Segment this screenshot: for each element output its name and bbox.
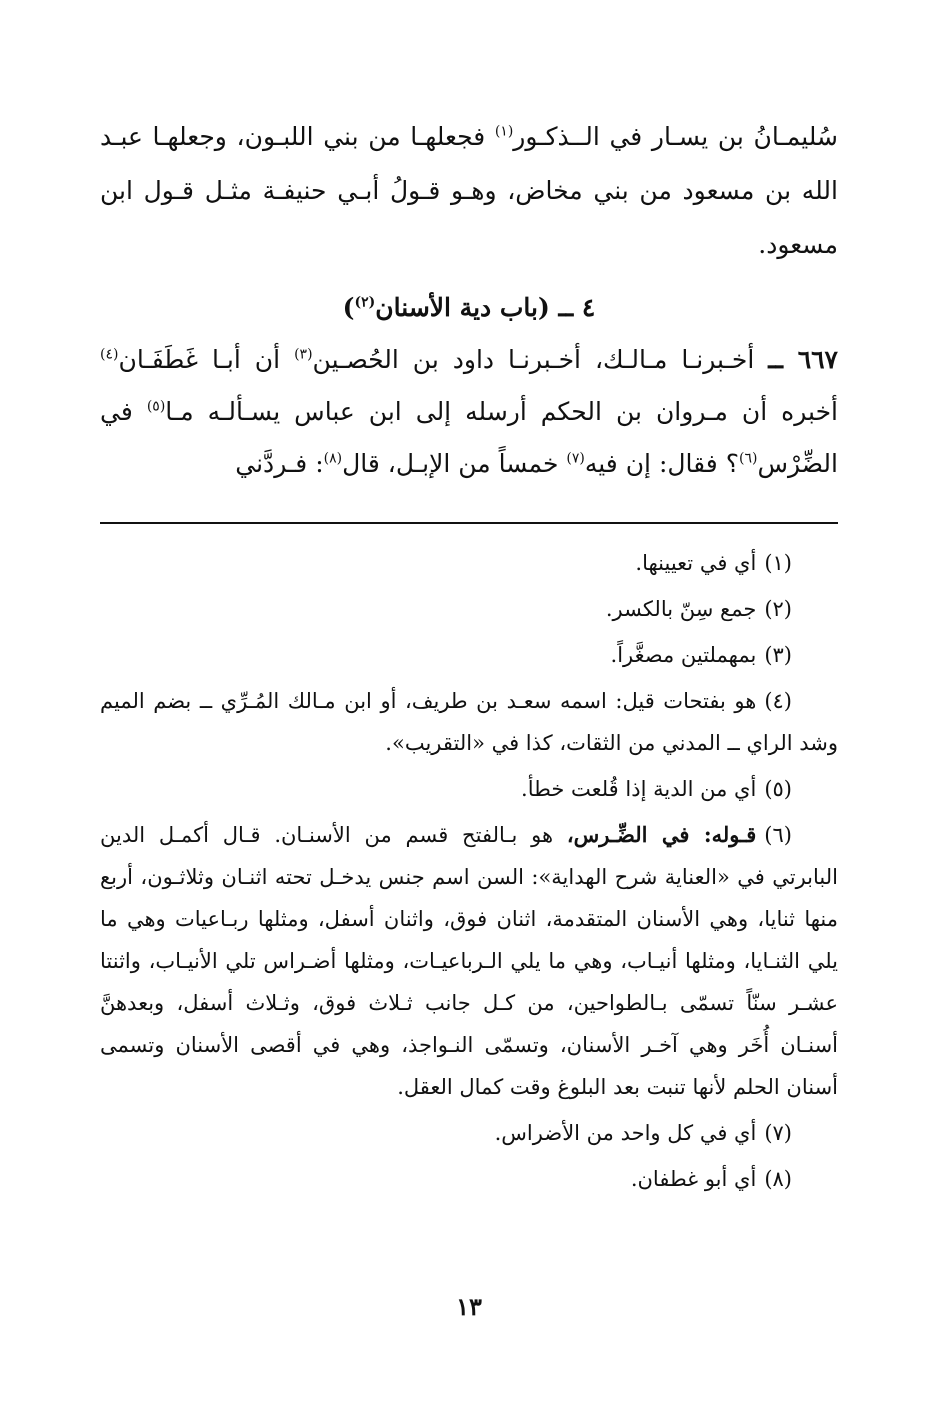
intro-text-2: فجعلهـا من بني اللبـون، وجعلهـا عبـد الله بن مسعود من بني مخاض، وهـو قـولُ أبـي حنيفـة مثـل قـول ابن مسعود. (100, 122, 838, 259)
footnote-number: (١) (764, 551, 792, 575)
hadith-paragraph (100, 334, 838, 490)
hadith-text-4: في الضِّرْس (100, 397, 838, 478)
footnote-number: (٣) (764, 643, 792, 667)
footnote-number: (٥) (764, 777, 792, 801)
footnote-2 (100, 588, 838, 630)
page (100, 110, 838, 1340)
footnote-text: هو بـالفتح قسم من الأسنـان. قـال أكمـل الدين البابرتي في «العناية شرح الهداية»: السن اسم جنس يدخـل تحته اثنـان وثلاثـون، أربع منها ثنايا، وهي الأسنان المتقدمة، اثنان فوق، واثنان أسفل، ومثلها ربـاعيات وهي ما يلي الثنـايا، ومثلها أنيـاب، وهي ما يلي الـرباعيـات، ومثلها أضـراس تلي الأنيـاب، واثنتا عشـر سنّاً تسمّى بـالطواحين، من كـل جانب ثـلاث فوق، وثـلاث أسفل، وبعدهنَّ أسنـان أُخَر وهي آخـر الأسنان، وتسمّى النـواجذ، وهي في أقصى الأسنان وتسمى أسنان الحلم لأنها تنبت بعد البلوغ وقت كمال العقل. (100, 823, 838, 1099)
heading-close: ) (342, 293, 355, 322)
footnote-7 (100, 1112, 838, 1154)
footnote-text: أي من الدية إذا قُلعت خطأ. (521, 777, 757, 801)
footnote-6 (100, 814, 838, 1108)
footnote-ref-1[interactable]: (١) (494, 123, 514, 140)
hadith-number: ٦٦٧ ــ (768, 345, 838, 374)
hadith-text-2: أن أبـا غَطَفَـان (118, 345, 295, 374)
footnote-8 (100, 1158, 838, 1200)
footnote-text: أي في كل واحد من الأضراس. (494, 1121, 757, 1145)
intro-text-1: سُليمـانُ بن يسـار في الــذكـور (513, 122, 838, 151)
footnote-text: جمع سِنّ بالكسر. (605, 597, 757, 621)
footnote-ref-7[interactable]: (٧) (566, 450, 585, 467)
footnote-text: هو بفتحات قيل: اسمه سعـد بن طريف، أو ابن مـالك المُـرِّي ــ بضم الميم وشد الراي ــ المدني من الثقات، كذا في «التقريب». (100, 689, 838, 755)
footnote-text: بمهملتين مصغَّراً. (610, 643, 757, 667)
footnote-3 (100, 634, 838, 676)
hadith-text-5: ؟ فقال: إن فيه (584, 449, 739, 478)
page-number: ١٣ (456, 1292, 482, 1321)
footnote-ref-2[interactable]: (٢) (354, 294, 376, 311)
footnote-ref-8[interactable]: (٨) (323, 450, 343, 467)
footnote-ref-3[interactable]: (٣) (294, 346, 313, 363)
section-heading (100, 282, 838, 334)
footnote-ref-5[interactable]: (٥) (146, 398, 166, 415)
main-text (100, 110, 838, 272)
footnote-5 (100, 768, 838, 810)
hadith-text-7: : فـردَّني (235, 449, 324, 478)
footnote-ref-6[interactable]: (٦) (738, 450, 758, 467)
footnote-ref-4[interactable]: (٤) (100, 346, 119, 363)
heading-number: ٤ ــ (558, 293, 596, 322)
hadith-text-3: أخبره أن مـروان بن الحكم أرسله إلى ابن عباس يسـألـه مـا (165, 397, 838, 426)
footnotes (100, 542, 838, 1204)
hadith-text-1: أخـبرنـا مـالـك، أخـبرنـا داود بن الحُصـين (312, 345, 769, 374)
footnote-number: (٧) (764, 1121, 792, 1145)
footnote-1 (100, 542, 838, 584)
footnote-text: أي في تعيينها. (635, 551, 757, 575)
footnote-separator (100, 522, 838, 524)
footnote-number: (٨) (764, 1167, 792, 1191)
intro-paragraph (100, 110, 838, 272)
footnote-number: (٦) (764, 823, 792, 847)
footnote-number: (٤) (764, 689, 792, 713)
footnote-lead: قـوله: في الضِّـرس، (566, 822, 757, 847)
heading-title: (باب دية الأسنان (375, 293, 550, 322)
footnote-text: أي أبو غطفان. (630, 1167, 757, 1191)
footnote-4 (100, 680, 838, 764)
hadith-text-6: خمساً من الإبـل، قال (342, 449, 567, 478)
footnote-number: (٢) (764, 597, 792, 621)
